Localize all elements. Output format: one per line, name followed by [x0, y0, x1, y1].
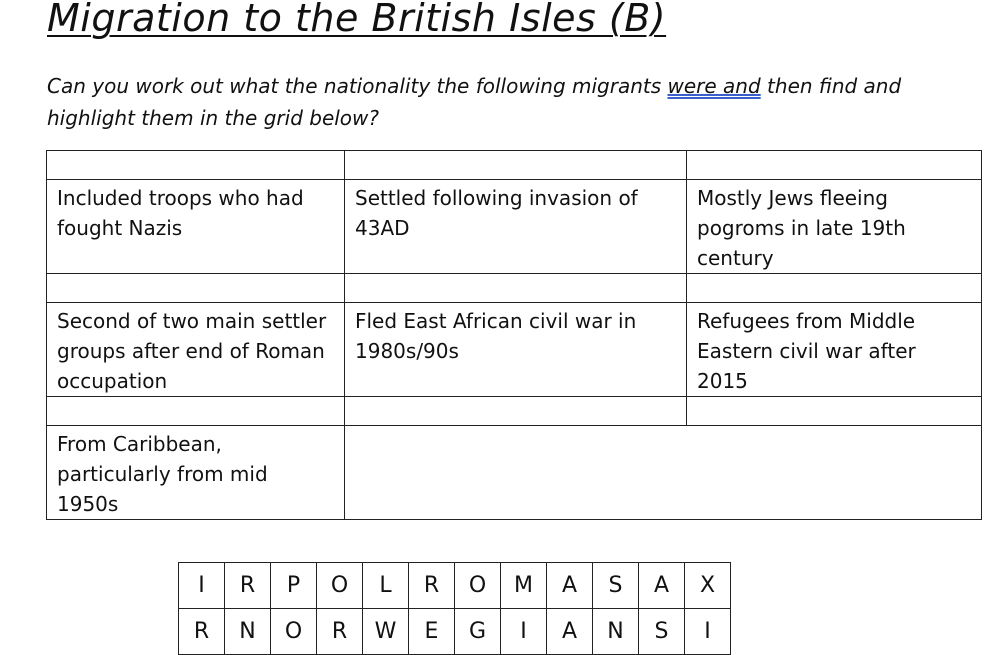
wordsearch-cell[interactable]: E	[409, 609, 455, 655]
empty-cell	[345, 426, 982, 520]
wordsearch-cell[interactable]: W	[363, 609, 409, 655]
clue-row	[47, 303, 982, 397]
wordsearch-cell[interactable]: X	[685, 563, 731, 609]
wordsearch-cell[interactable]: R	[409, 563, 455, 609]
wordsearch-cell[interactable]: M	[501, 563, 547, 609]
answer-cell-4[interactable]	[47, 274, 345, 303]
wordsearch-cell[interactable]: I	[501, 609, 547, 655]
wordsearch-cell[interactable]: A	[639, 563, 685, 609]
clue-cell-1: Included troops who had fought Nazis	[47, 180, 345, 274]
wordsearch-cell[interactable]: N	[225, 609, 271, 655]
instructions-text-start: Can you work out what the nationality the following migrants	[47, 74, 668, 98]
wordsearch-cell[interactable]: R	[179, 609, 225, 655]
instructions-text-end: then find and highlight them in the grid below?	[47, 74, 902, 130]
wordsearch-cell[interactable]: O	[317, 563, 363, 609]
wordsearch-cell[interactable]: P	[271, 563, 317, 609]
clue-cell-3: Mostly Jews fleeing pogroms in late 19th century	[687, 180, 982, 274]
wordsearch-cell[interactable]: I	[179, 563, 225, 609]
wordsearch-cell[interactable]: A	[547, 563, 593, 609]
clue-cell-2: Settled following invasion of 43AD	[345, 180, 687, 274]
wordsearch-cell[interactable]: S	[593, 563, 639, 609]
clue-row	[47, 180, 982, 274]
wordsearch-cell[interactable]: L	[363, 563, 409, 609]
wordsearch-cell[interactable]: R	[317, 609, 363, 655]
answer-cell-2[interactable]	[345, 151, 687, 180]
wordsearch-row	[179, 563, 731, 609]
wordsearch-cell[interactable]: G	[455, 609, 501, 655]
clue-cell-5: Fled East African civil war in 1980s/90s	[345, 303, 687, 397]
wordsearch-cell[interactable]: S	[639, 609, 685, 655]
answer-row	[47, 151, 982, 180]
clue-row	[47, 426, 982, 520]
answer-cell-6[interactable]	[687, 274, 982, 303]
wordsearch-cell[interactable]: A	[547, 609, 593, 655]
wordsearch-cell[interactable]: I	[685, 609, 731, 655]
wordsearch-cell[interactable]: N	[593, 609, 639, 655]
answer-cell-1[interactable]	[47, 151, 345, 180]
answer-cell-blank	[345, 397, 687, 426]
clue-cell-4: Second of two main settler groups after end of Roman occupation	[47, 303, 345, 397]
page-title: Migration to the British Isles (B)	[47, 0, 667, 40]
wordsearch-grid	[178, 562, 731, 655]
answer-cell-3[interactable]	[687, 151, 982, 180]
wordsearch-cell[interactable]: R	[225, 563, 271, 609]
answer-cell-blank	[687, 397, 982, 426]
answer-cell-7[interactable]	[47, 397, 345, 426]
clue-table	[46, 150, 982, 520]
wordsearch-cell[interactable]: O	[455, 563, 501, 609]
instructions	[47, 70, 927, 134]
clue-cell-6: Refugees from Middle Eastern civil war after 2015	[687, 303, 982, 397]
answer-row	[47, 274, 982, 303]
instructions-underlined-text: were and	[667, 74, 761, 98]
answer-cell-5[interactable]	[345, 274, 687, 303]
clue-cell-7: From Caribbean, particularly from mid 1950s	[47, 426, 345, 520]
wordsearch-cell[interactable]: O	[271, 609, 317, 655]
answer-row	[47, 397, 982, 426]
